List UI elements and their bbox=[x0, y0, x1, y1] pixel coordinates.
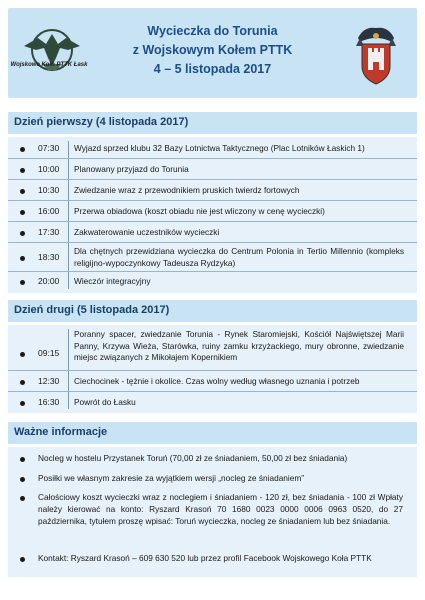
torun-coat-of-arms-icon bbox=[354, 24, 398, 90]
bullet-icon bbox=[20, 280, 25, 285]
bullet-icon bbox=[20, 189, 25, 194]
day2-schedule bbox=[8, 325, 417, 413]
item-text: Zwiedzanie wraz z przewodnikiem pruskich twierdz fortowych bbox=[74, 185, 300, 195]
item-text: Przerwa obiadowa (koszt obiadu nie jest wliczony w cenę wycieczki) bbox=[74, 206, 325, 216]
bullet-icon bbox=[20, 457, 25, 462]
divider bbox=[8, 391, 417, 392]
bullet-icon bbox=[20, 401, 25, 406]
timeline-divider bbox=[68, 141, 69, 289]
item-text: Dla chętnych przewidziana wycieczka do Centrum Polonia in Tertio Millennio (kompleks religijno-wypoczynkowy Tadeusza Rydzyka) bbox=[74, 246, 404, 268]
bullet-icon bbox=[20, 210, 25, 215]
item-time: 16:00 bbox=[38, 206, 60, 216]
info-text: Całościowy koszt wycieczki wraz z noclegiem i śniadaniem - 120 zł, bez śniadania - 100 zł Wpłaty należy kierować na konto: Ryszard Krasoń 70 1680 0023 0000 0006 0963 0520, do 27 października, tytułem proszę wpisać: Toruń wycieczka, nocleg ze śniadaniem lub bez śniadania. bbox=[38, 492, 403, 526]
divider bbox=[8, 221, 417, 222]
bullet-icon bbox=[20, 380, 25, 385]
bullet-icon bbox=[20, 557, 25, 562]
info-heading-bar bbox=[8, 422, 417, 444]
info-heading: Ważne informacje bbox=[14, 426, 108, 438]
item-time: 20:00 bbox=[38, 276, 60, 286]
item-time: 09:15 bbox=[38, 348, 60, 358]
item-time: 07:30 bbox=[38, 143, 60, 153]
info-text: Kontakt: Ryszard Krasoń – 609 630 520 lub przez profil Facebook Wojskowego Koła PTTK bbox=[38, 553, 372, 563]
bullet-icon bbox=[20, 496, 25, 501]
info-text: Posiłki we własnym zakresie za wyjątkiem wersji „nocleg ze śniadaniem” bbox=[38, 473, 305, 483]
item-text: Ciechocinek - tężnie i okolice. Czas wolny według własnego uznania i potrzeb bbox=[74, 376, 360, 386]
bullet-icon bbox=[20, 231, 25, 236]
item-text: Planowany przyjazd do Torunia bbox=[74, 164, 189, 174]
logo-caption: Wojskowe Koło PTTK Łask bbox=[10, 62, 88, 68]
day1-heading: Dzień pierwszy (4 listopada 2017) bbox=[14, 116, 189, 128]
info-panel bbox=[8, 447, 417, 577]
item-text: Wyjazd sprzed klubu 32 Bazy Lotnictwa Taktycznego (Plac Lotników Łaskich 1) bbox=[74, 143, 365, 153]
item-time: 10:00 bbox=[38, 164, 60, 174]
item-time: 17:30 bbox=[38, 227, 60, 237]
page-title-line-1: Wycieczka do Torunia bbox=[147, 24, 278, 38]
bullet-icon bbox=[20, 168, 25, 173]
item-text: Wieczór integracyjny bbox=[74, 276, 151, 286]
bullet-icon bbox=[20, 477, 25, 482]
divider bbox=[8, 370, 417, 371]
info-text: Nocleg w hostelu Przystanek Toruń (70,00 zł ze śniadaniem, 50,00 zł bez śniadania) bbox=[38, 453, 348, 463]
divider bbox=[8, 179, 417, 180]
day2-heading-bar bbox=[8, 300, 417, 322]
item-text: Zakwaterowanie uczestników wycieczki bbox=[74, 227, 220, 237]
header-banner bbox=[8, 8, 417, 98]
item-time: 12:30 bbox=[38, 376, 60, 386]
item-time: 18:30 bbox=[38, 252, 60, 262]
bullet-icon bbox=[20, 352, 25, 357]
day2-heading: Dzień drugi (5 listopada 2017) bbox=[14, 304, 170, 316]
item-text: Powrót do Łasku bbox=[74, 397, 136, 407]
day1-schedule bbox=[8, 137, 417, 293]
timeline-divider bbox=[68, 329, 69, 409]
divider bbox=[8, 242, 417, 243]
page-title-line-2: z Wojskowym Kołem PTTK bbox=[132, 43, 293, 57]
bullet-icon bbox=[20, 256, 25, 261]
item-text: Poranny spacer, zwiedzanie Torunia - Rynek Staromiejski, Kościół Najświętszej Marii Panny, Krzywa Wieża, Starówka, ruiny zamku krzyżackiego, mury obronne, zwiedzanie miejsc związanych z Mikołajem Kopernikiem bbox=[74, 329, 404, 363]
divider bbox=[8, 200, 417, 201]
item-time: 16:30 bbox=[38, 397, 60, 407]
divider bbox=[8, 271, 417, 272]
item-time: 10:30 bbox=[38, 185, 60, 195]
day1-heading-bar bbox=[8, 112, 417, 134]
page-title-line-3: 4 – 5 listopada 2017 bbox=[153, 62, 272, 76]
divider bbox=[8, 158, 417, 159]
bullet-icon bbox=[20, 147, 25, 152]
